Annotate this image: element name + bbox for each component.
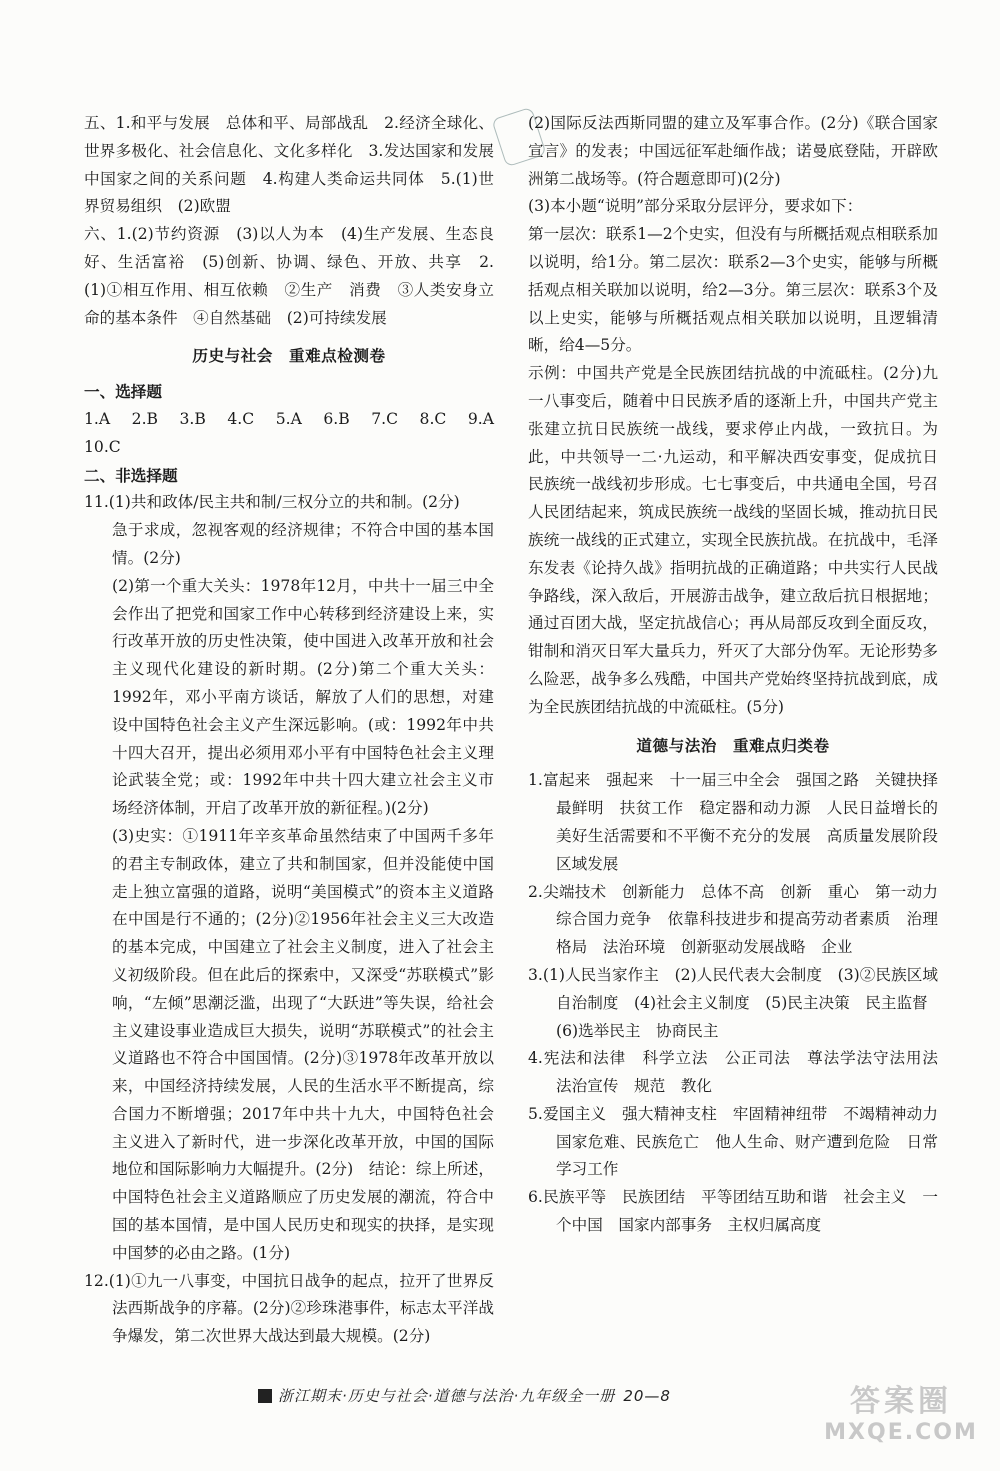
ethics-item-3: 3.(1)人民当家作主 (2)人民代表大会制度 (3)②民族区域自治制度 (4)社会主义制度 (5)民主决策 民主监督: [528, 965, 938, 1012]
history-section-title: 历史与社会 重难点检测卷: [192, 346, 386, 366]
right-column: [528, 110, 954, 1240]
ethics-item-5: 5.爱国主义 强大精神支柱 牢固精神纽带 不竭精神动力 国家危难、民族危亡 他人生命、财产遭到危险 日常学习工作: [528, 1104, 954, 1179]
ethics-item-3-cont: (6)选举民主 协商民主: [556, 1021, 719, 1040]
part2-title: 二、非选择题: [84, 465, 178, 485]
left-column: [84, 110, 510, 1351]
q12-part3-levels: 第一层次：联系1—2个史实，但没有与所概括观点相联系加以说明，给1分。第二层次：联系2—3个史实，能够与所概括观点相关联加以说明，给2—3分。第三层次：联系3个及以上史实，能够与所概括观点相关联加以说明，且逻辑清晰，给4—5分。: [528, 225, 938, 355]
watermark-url: MXQE.COM: [824, 1420, 978, 1445]
page-footer: [258, 1385, 718, 1406]
q11-part1-cont: 急于求成，忽视客观的经济规律；不符合中国的基本国情。(2分): [112, 521, 494, 567]
q11-part3: (3)史实：①1911年辛亥革命虽然结束了中国两千多年的君主专制政体，建立了共和制国家，但并没能使中国走上独立富强的道路，说明“美国模式”的资本主义道路在中国是行不通的；(2分)②1956年社会主义三大改造的基本完成，中国建立了社会主义制度，进入了社会主义初级阶段。但在此后的探索中，又深受“苏联模式”影响，“左倾”思潮泛滥，出现了“大跃进”等失误，给社会主义建设事业造成巨大损失，说明“苏联模式”的社会主义道路也不符合中国国情。(2分)③1978年改革开放以来，中国经济持续发展，人民的生活水平不断提高，综合国力不断增强；2017年中共十九大，中国特色社会主义进入了新时代，进一步深化改革开放，中国的国际地位和国际影响力大幅提升。(2分) 结论：综上所述，中国特色社会主义道路顺应了历史发展的潮流，符合中国的基本国情，是中国人民历史和现实的抉择，是实现中国梦的必由之路。(1分): [112, 826, 494, 1262]
q12-part3-example: 示例：中国共产党是全民族团结抗战的中流砥柱。(2分)九一八事变后，随着中日民族矛盾的逐渐上升，中国共产党主张建立抗日民族统一战线，要求停止内战，一致抗日。为此，中共领导一二·九运动，和平解决西安事变，促成抗日民族统一战线初步形成。七七事变后，中共通电全国，号召人民团结起来，筑成民族统一战线的坚固长城，推动抗日民族统一战线的正式建立，实现全民族抗战。在抗战中，毛泽东发表《论持久战》指明抗战的正确道路；中共实行人民战争路线，深入敌后，开展游击战争，建立敌后抗日根据地；通过百团大战，坚定抗战信心；再从局部反攻到全面反攻，钳制和消灭日军大量兵力，歼灭了大部分伪军。无论形势多么险恶，战争多么残酷，中国共产党始终坚持抗战到底，成为全民族团结抗战的中流砥柱。(5分): [528, 364, 938, 716]
answer-section-5: 五、1.和平与发展 总体和平、局部战乱 2.经济全球化、世界多极化、社会信息化、文化多样化 3.发达国家和发展中国家之间的关系问题 4.构建人类命运共同体 5.(1)世界贸易组织 (2)欧盟: [84, 114, 494, 216]
watermark-logo: 答案圈: [850, 1384, 952, 1419]
q11-part2: (2)第一个重大关头：1978年12月，中共十一届三中全会作出了把党和国家工作中心转移到经济建设上来，实行改革开放的历史性决策，使中国进入改革开放和社会主义现代化建设的新时期。(2分)第二个重大关头：1992年，邓小平南方谈话，解放了人们的思想，对建设中国特色社会主义产生深远影响。(或：1992年中共十四大召开，提出必须用邓小平有中国特色社会主义理论武装全党；或：1992年中共十四大建立社会主义市场经济体制，开启了改革开放的新征程。)(2分): [112, 576, 494, 818]
ethics-item-6: 6.民族平等 民族团结 平等团结互助和谐 社会主义 一个中国 国家内部事务 主权归属高度: [528, 1188, 938, 1235]
site-watermark: [808, 1376, 994, 1464]
page-number: 20—8: [623, 1386, 671, 1405]
ethics-item-4: 4.宪法和法律 科学立法 公正司法 尊法学法守法用法 法治宣传 规范 教化: [528, 1049, 954, 1096]
q12-part1: 12.(1)①九一八事变，中国抗日战争的起点，拉开了世界反法西斯战争的序幕。(2分)②珍珠港事件，标志太平洋战争爆发，第二次世界大战达到最大规模。(2分): [84, 1271, 494, 1346]
ethics-item-2: 2.尖端技术 创新能力 总体不高 创新 重心 第一动力 综合国力竞争 依靠科技进步和提高劳动者素质 治理格局 法治环境 创新驱动发展战略 企业: [528, 882, 954, 957]
ethics-item-1: 1.富起来 强起来 十一届三中全会 强国之路 关键抉择 最鲜明 扶贫工作 稳定器和动力源 人民日益增长的美好生活需要和不平衡不充分的发展 高质量发展阶段 区域发展: [528, 771, 954, 873]
choice-answers: 1.A 2.B 3.B 4.C 5.A 6.B 7.C 8.C 9.A 10.C: [84, 409, 510, 456]
part1-title: 一、选择题: [84, 382, 162, 402]
q12-part2: (2)国际反法西斯同盟的建立及军事合作。(2分)《联合国家宣言》的发表；中国远征军赴缅作战；诺曼底登陆，开辟欧洲第二战场等。(符合题意即可)(2分): [528, 114, 938, 188]
footer-square-icon: [258, 1389, 272, 1403]
q11-part1: 11.(1)共和政体/民主共和制/三权分立的共和制。(2分): [84, 493, 460, 512]
q12-part3-intro: (3)本小题“说明”部分采取分层评分，要求如下：: [528, 197, 863, 216]
ethics-section-title: 道德与法治 重难点归类卷: [636, 735, 830, 755]
answer-section-6: 六、1.(2)节约资源 (3)以人为本 (4)生产发展、生态良好、生活富裕 (5)创新、协调、绿色、开放、共享 2.(1)①相互作用、相互依赖 ②生产 消费 ③人类安身立命的基本条件 ④自然基础 (2)可持续发展: [84, 225, 494, 327]
footer-title: 浙江期末·历史与社会·道德与法治·九年级全一册: [278, 1387, 616, 1405]
